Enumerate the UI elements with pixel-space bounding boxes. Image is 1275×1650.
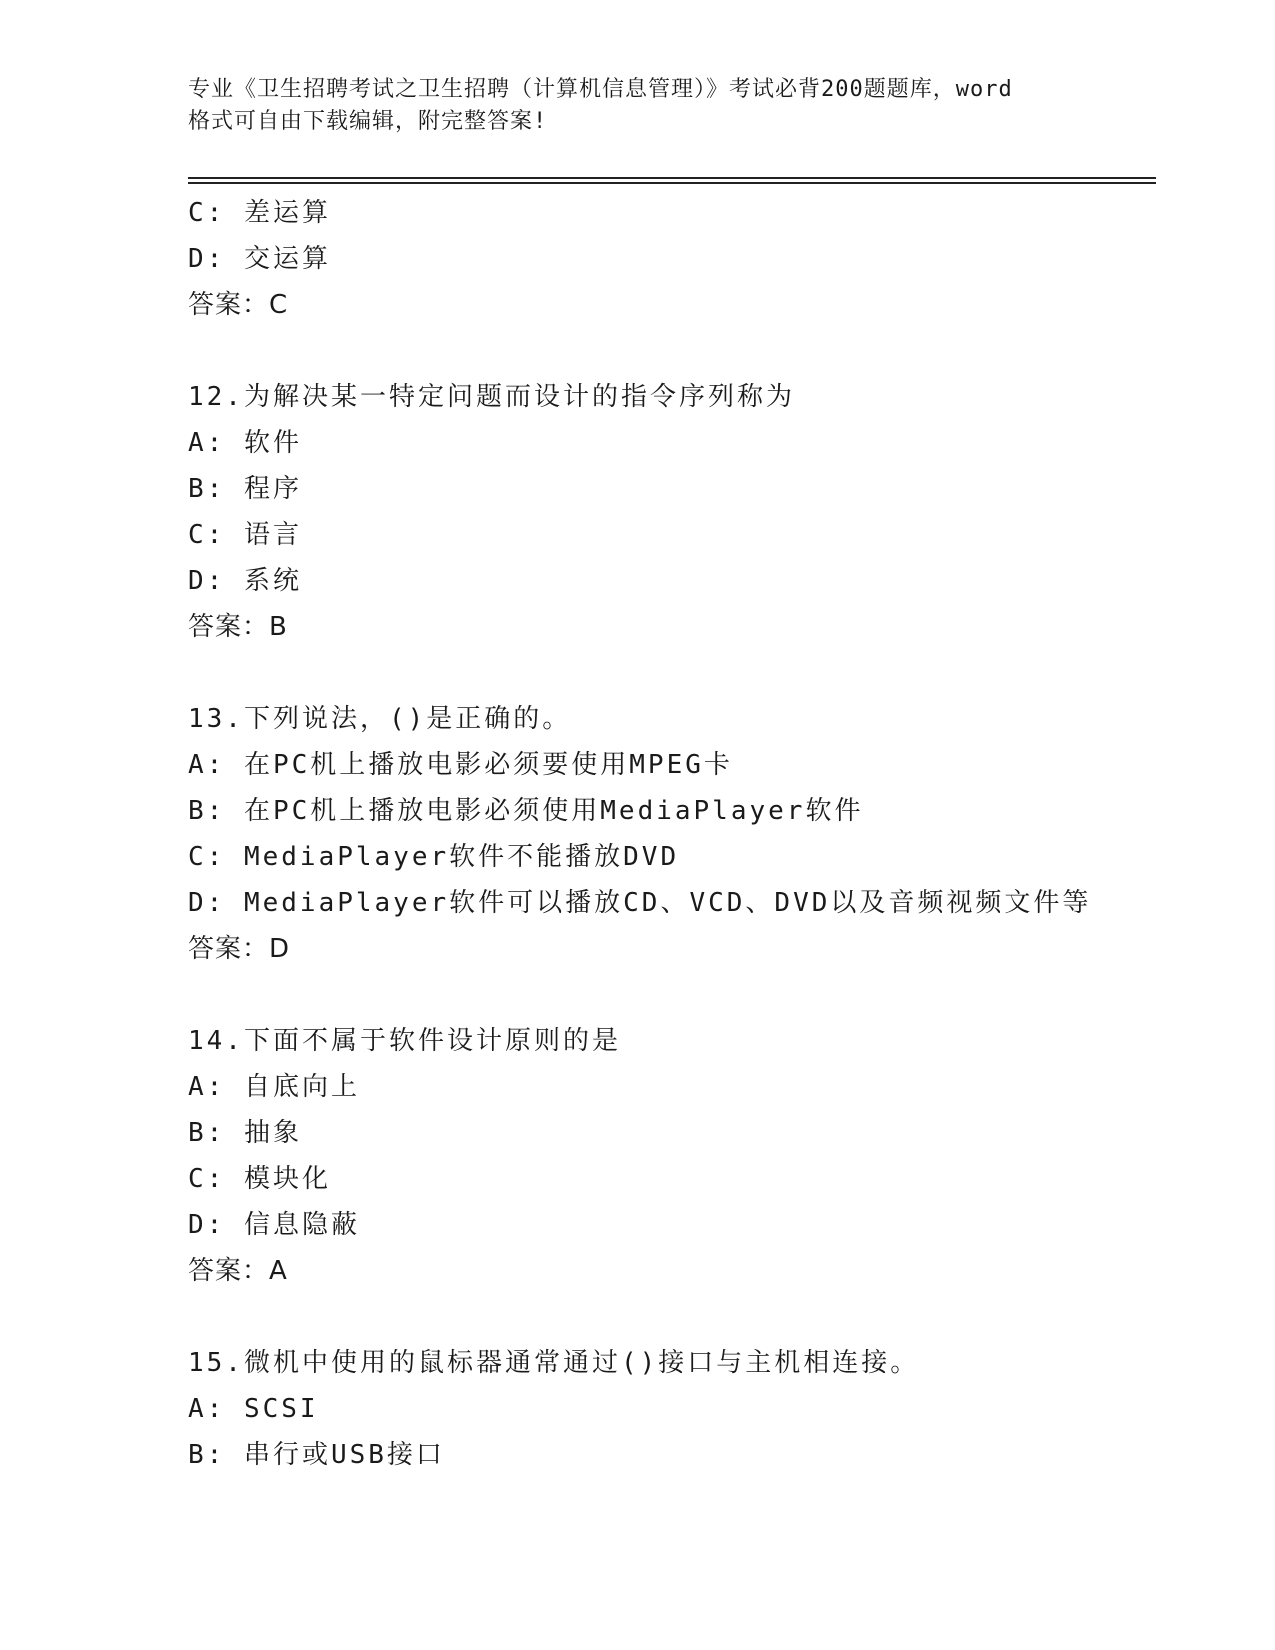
question-12-option-b: B: 程序 [188,474,302,504]
spacer [188,972,1148,1018]
question-13-option-a: A: 在PC机上播放电影必须要使用MPEG卡 [188,750,733,780]
question-13-answer: 答案：D [188,934,291,964]
question-15-stem: 15.微机中使用的鼠标器通常通过()接口与主机相连接。 [188,1348,920,1378]
question-14-option-c: C: 模块化 [188,1164,331,1194]
question-12-stem: 12.为解决某一特定问题而设计的指令序列称为 [188,382,795,412]
question-15-option-a: A: SCSI [188,1394,319,1424]
spacer [188,328,1148,374]
question-12-option-c: C: 语言 [188,520,302,550]
question-15-option-b: B: 串行或USB接口 [188,1440,445,1470]
question-11-tail [188,190,1148,328]
spacer [188,1294,1148,1340]
question-13-option-b: B: 在PC机上播放电影必须使用MediaPlayer软件 [188,796,864,826]
spacer [188,650,1148,696]
question-13-option-c: C: MediaPlayer软件不能播放DVD [188,842,680,872]
document-header [188,74,1088,138]
question-12-answer: 答案：B [188,612,288,642]
question-13-stem: 13.下列说法，()是正确的。 [188,704,572,734]
header-line-2: 格式可自由下载编辑，附完整答案! [188,109,548,134]
question-13-option-d: D: MediaPlayer软件可以播放CD、VCD、DVD以及音频视频文件等 [188,888,1092,918]
question-12-option-d: D: 系统 [188,566,302,596]
question-11-answer: 答案：C [188,290,289,320]
question-12-option-a: A: 软件 [188,428,302,458]
question-15 [188,1340,1148,1478]
question-14 [188,1018,1148,1294]
question-11-option-d: D: 交运算 [188,244,331,274]
question-14-stem: 14.下面不属于软件设计原则的是 [188,1026,621,1056]
header-divider-bottom [188,182,1156,184]
question-14-option-d: D: 信息隐蔽 [188,1210,360,1240]
question-14-option-a: A: 自底向上 [188,1072,360,1102]
question-14-option-b: B: 抽象 [188,1118,302,1148]
header-line-1: 专业《卫生招聘考试之卫生招聘（计算机信息管理）》考试必背200题题库，word [188,77,1013,102]
question-14-answer: 答案：A [188,1256,288,1286]
question-list [188,190,1148,1478]
question-13 [188,696,1148,972]
header-divider-top [188,177,1156,179]
question-11-option-c: C: 差运算 [188,198,331,228]
question-12 [188,374,1148,650]
